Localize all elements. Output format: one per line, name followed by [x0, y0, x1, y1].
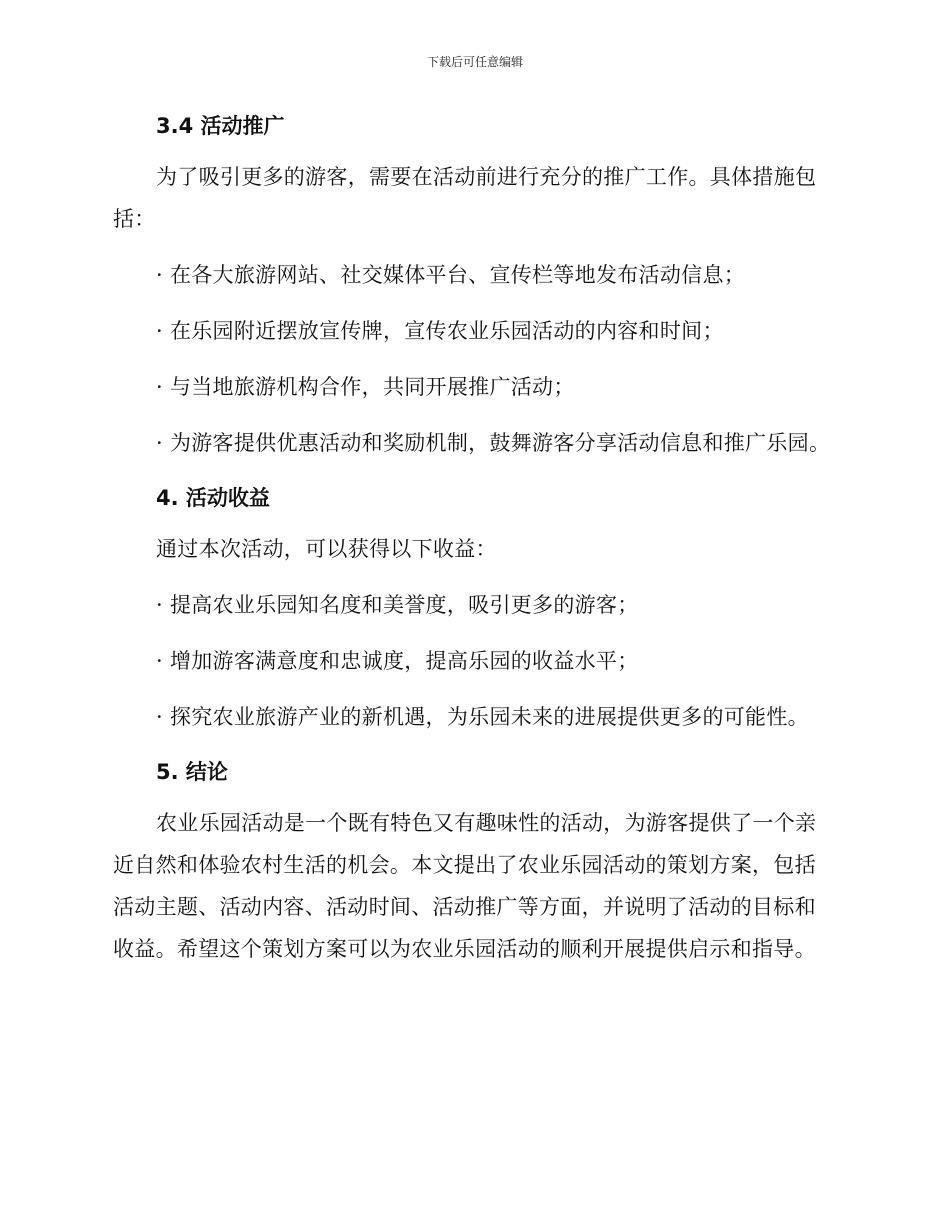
document-body: [113, 110, 833, 970]
section-promotion: [113, 110, 833, 464]
section-heading: 4. 活动收益: [156, 486, 270, 510]
section-benefits: [113, 482, 833, 738]
list-item: · 探究农业旅游产业的新机遇，为乐园未来的进展提供更多的可能性。: [156, 705, 809, 729]
list-item: · 在乐园附近摆放宣传牌，宣传农业乐园活动的内容和时间；: [156, 319, 724, 343]
list-item: · 为游客提供优惠活动和奖励机制，鼓舞游客分享活动信息和推广乐园。: [156, 431, 831, 455]
list-item: · 提高农业乐园知名度和美誉度，吸引更多的游客；: [156, 593, 639, 617]
page-header-note: 下载后可任意编辑: [426, 55, 523, 69]
section-heading: 3.4 活动推广: [156, 114, 285, 138]
list-item: · 在各大旅游网站、社交媒体平台、宣传栏等地发布活动信息；: [156, 263, 746, 287]
list-item: · 与当地旅游机构合作，共同开展推广活动；: [156, 375, 575, 399]
paragraph: 通过本次活动，可以获得以下收益：: [156, 537, 497, 561]
paragraph: 为了吸引更多的游客，需要在活动前进行充分的推广工作。具体措施包括：: [113, 165, 817, 231]
section-conclusion: [113, 756, 833, 970]
paragraph: 农业乐园活动是一个既有特色又有趣味性的活动，为游客提供了一个亲近自然和体验农村生活的机会。本文提出了农业乐园活动的策划方案，包括活动主题、活动内容、活动时间、活动推广等方面，并说明了活动的目标和收益。希望这个策划方案可以为农业乐园活动的顺利开展提供启示和指导。: [113, 811, 817, 961]
list-item: · 增加游客满意度和忠诚度，提高乐园的收益水平；: [156, 649, 639, 673]
section-heading: 5. 结论: [156, 760, 228, 784]
